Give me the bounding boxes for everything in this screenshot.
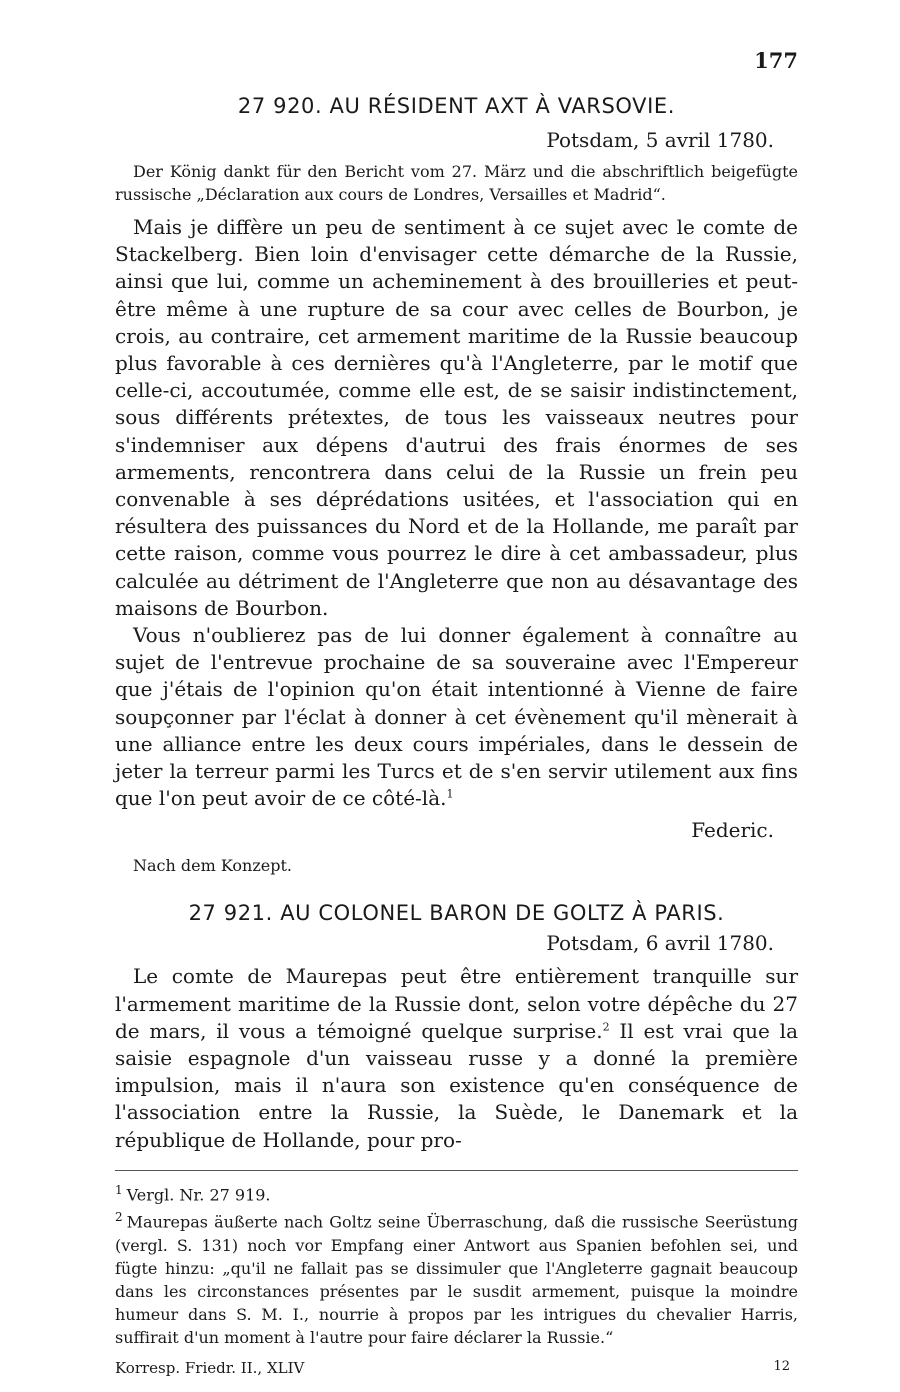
letter-heading: 27 920. AU RÉSIDENT AXT À VARSOVIE. (237, 94, 676, 118)
signature: Federic. (691, 818, 774, 843)
footnote-text: Vergl. Nr. 27 919. (126, 1185, 271, 1205)
dateline: Potsdam, 6 avril 1780. (546, 931, 774, 956)
footnote-reference: 2 (602, 1020, 610, 1034)
volume-title: Korresp. Friedr. II., XLIV (115, 1358, 305, 1377)
footnote-reference: 1 (446, 787, 454, 801)
footnote (115, 1179, 798, 1206)
page-number: 177 (754, 48, 798, 73)
summary: Der König dankt für den Bericht vom 27. März und die abschriftlich beigefügte russische „Déclaration aux cours de Londres, Versailles et Madrid“. (115, 162, 798, 204)
paragraph-text: Le comte de Maurepas peut être entièrement tranquille sur l'armement maritime de la Russie dont, selon votre dépêche du 27 de mars, il vous a témoigné quelque surprise. (115, 964, 798, 1043)
letter-paragraph: Mais je diffère un peu de sentiment à ce sujet avec le comte de Stackelberg. Bien loin d'envisager cette démarche de la Russie, ainsi que lui, comme un acheminement à des brouilleries et peut-être même à une rupture de sa cour avec celles de Bourbon, je crois, au contraire, cet armement maritime de la Russie beaucoup plus favorable à ces dernières qu'à l'Angleterre, par le motif que celle-ci, accoutumée, comme elle est, de se saisir indistinctement, sous différents prétextes, de tous les vaisseaux neutres pour s'indemniser aux dépens d'autrui des frais énormes de ses armements, rencontrera dans celui de la Russie un frein peu convenable à ses déprédations usitées, et l'association qui en résultera des puissances du Nord et de la Hollande, me paraît par cette raison, comme vous pourrez le dire à cet ambassadeur, plus calculée au détriment de l'Angleterre que non au désavantage des maisons de Bourbon. (115, 215, 798, 620)
footnote-text: Maurepas äußerte nach Goltz seine Überraschung, daß die russische Seerüstung (vergl. S. 131) noch vor Empfang einer Antwort aus Spanien befohlen sei, und fügte hinzu: „qu'il ne fallait pas se dissimuler que l'Angleterre gagnait beaucoup dans les circonstances présentes par le susdit armement, puisque la moindre humeur dans S. M. I., nourrie à propos par les intrigues du chevalier Harris, suffirait d'un moment à l'autre pour faire déclarer la Russie.“ (115, 1212, 798, 1347)
footnote-mark: 1 (115, 1182, 123, 1197)
page (115, 40, 798, 1377)
footnote (115, 1206, 798, 1348)
footnote-mark: 2 (115, 1210, 123, 1225)
sheet-number: 12 (773, 1358, 790, 1374)
letter-paragraph (115, 963, 798, 1153)
dateline: Potsdam, 5 avril 1780. (546, 128, 774, 152)
letter-heading: 27 921. AU COLONEL BARON DE GOLTZ À PARIS. (188, 901, 725, 926)
source-note: Nach dem Konzept. (133, 856, 292, 876)
paragraph-text: Vous n'oublierez pas de lui donner également à connaître au sujet de l'entrevue prochaine de sa souveraine avec l'Empereur que j'étais de l'opinion qu'on était intentionné à Vienne de faire soupçonner par l'éclat à donner à cet évènement qu'il mènerait à une alliance entre les deux cours impériales, dans le dessein de jeter la terreur parmi les Turcs et de s'en servir utilement aux fins que l'on peut avoir de ce côté-là. (115, 623, 798, 811)
signature-line (115, 1359, 798, 1377)
letter-paragraph (115, 622, 798, 812)
paragraph-text: Il est vrai que la saisie espagnole d'un vaisseau russe y a donné la première impulsion, mais il n'aura son existence qu'en conséquence de l'association entre la Russie, la Suède, le Danemark et la république de Hollande, pour pro- (115, 1018, 798, 1152)
